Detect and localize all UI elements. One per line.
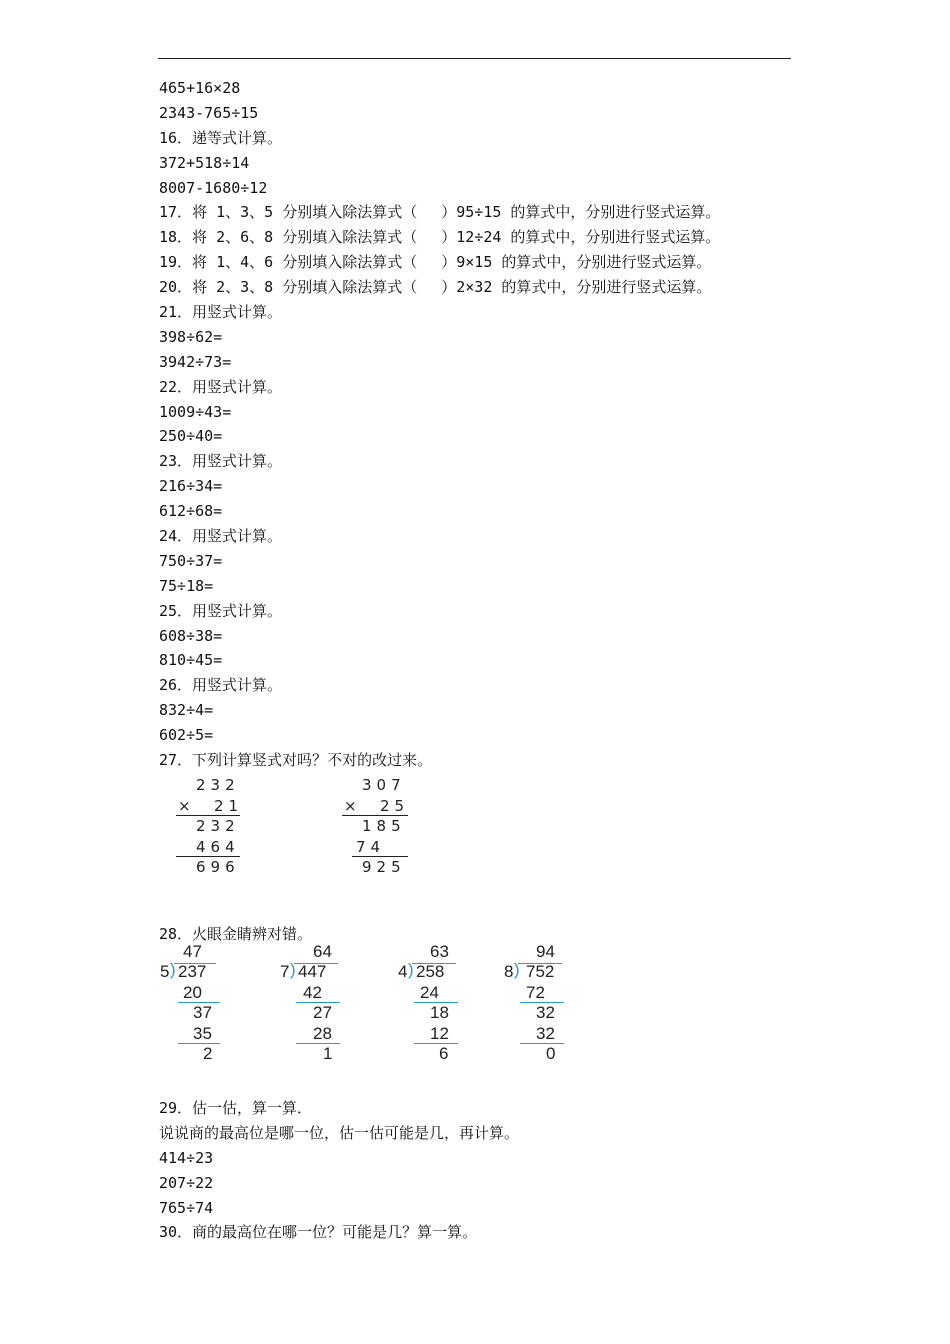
multiplicand: 307: [362, 776, 406, 794]
rule: [176, 856, 240, 857]
times-sign: ×: [344, 797, 362, 815]
division-bracket: ): [408, 960, 414, 979]
text-line: 372+518÷14: [159, 153, 250, 172]
text-line: 3942÷73=: [159, 352, 232, 371]
multiplier: 25: [380, 797, 410, 815]
text-line: 414÷23: [159, 1148, 214, 1167]
text-line: 207÷22: [159, 1173, 214, 1192]
text-line: 20．将 2、3、8 分别填入除法算式（ ）2×32 的算式中，分别进行竖式运算。: [159, 278, 712, 297]
text-line: 22．用竖式计算。: [159, 377, 283, 396]
remainder: 6: [439, 1044, 449, 1063]
subtrahend-2: 28: [313, 1024, 332, 1043]
division-figure-1: [158, 942, 228, 1067]
dividend: 237: [178, 962, 207, 981]
text-line: 24．用竖式计算。: [159, 527, 283, 546]
dividend: 447: [298, 962, 327, 981]
divisor: 7: [280, 962, 290, 981]
text-line: 398÷62=: [159, 327, 223, 346]
question-list-tail: [159, 1096, 799, 1245]
text-line: 21．用竖式计算。: [159, 303, 283, 322]
subtrahend-2: 32: [536, 1024, 555, 1043]
dividend: 752: [526, 962, 555, 981]
text-line: 832÷4=: [159, 701, 214, 720]
text-line: 16．递等式计算。: [159, 128, 283, 147]
text-line: 765÷74: [159, 1198, 214, 1217]
text-line: 19．将 1、4、6 分别填入除法算式（ ）9×15 的算式中，分别进行竖式运算。: [159, 253, 712, 272]
text-line: 612÷68=: [159, 502, 223, 521]
text-line: 250÷40=: [159, 427, 223, 446]
subtrahend-1: 24: [420, 983, 439, 1002]
remainder: 0: [546, 1044, 556, 1063]
text-line: 2343-765÷15: [159, 103, 259, 122]
rule: [178, 1043, 220, 1044]
rule: [414, 1043, 458, 1044]
subtrahend-1: 42: [303, 983, 322, 1002]
question-28-title: 28．火眼金睛辨对错。: [159, 925, 313, 943]
division-figure-2: [278, 942, 348, 1067]
division-bracket: ): [514, 960, 520, 979]
text-line: 18．将 2、6、8 分别填入除法算式（ ）12÷24 的算式中，分别进行竖式运算。: [159, 228, 721, 247]
multiplication-figure-1: [176, 776, 246, 876]
partial-product-1: 232: [196, 817, 240, 835]
text-line: 说说商的最高位是哪一位，估一估可能是几，再计算。: [159, 1123, 520, 1142]
partial-product-2: 74: [356, 838, 386, 856]
text-line: 810÷45=: [159, 651, 223, 670]
dividend: 258: [416, 962, 445, 981]
product: 925: [362, 858, 406, 876]
rule: [352, 856, 408, 857]
quotient: 47: [183, 942, 202, 961]
text-line: 29．估一估，算一算．: [159, 1099, 313, 1117]
divisor: 8: [504, 962, 514, 981]
rule: [520, 1043, 564, 1044]
division-figure-3: [396, 942, 466, 1067]
division-bracket: ): [170, 960, 176, 979]
remainder-1: 18: [430, 1003, 449, 1022]
division-figure-4: [502, 942, 572, 1067]
division-bracket: ): [290, 960, 296, 979]
quotient: 63: [430, 942, 449, 961]
text-line: 465+16×28: [159, 79, 241, 97]
remainder-1: 27: [313, 1003, 332, 1022]
text-line: 1009÷43=: [159, 402, 232, 421]
partial-product-2: 464: [196, 838, 240, 856]
multiplier: 21: [214, 797, 244, 815]
subtrahend-2: 35: [193, 1024, 212, 1043]
quotient: 94: [536, 942, 555, 961]
text-line: 26．用竖式计算。: [159, 676, 283, 695]
text-line: 25．用竖式计算。: [159, 601, 283, 620]
rule: [296, 1043, 340, 1044]
subtrahend-1: 20: [183, 983, 202, 1002]
remainder: 1: [323, 1044, 333, 1063]
partial-product-1: 185: [362, 817, 406, 835]
multiplication-figure-2: [342, 776, 414, 876]
times-sign: ×: [178, 797, 196, 815]
text-line: 602÷5=: [159, 726, 214, 745]
header-rule: [158, 58, 791, 59]
text-line: 8007-1680÷12: [159, 178, 268, 197]
text-line: 30．商的最高位在哪一位？可能是几？算一算。: [159, 1223, 478, 1242]
subtrahend-1: 72: [526, 983, 545, 1002]
rule: [342, 815, 408, 816]
text-line: 608÷38=: [159, 626, 223, 645]
text-line: 750÷37=: [159, 551, 223, 570]
divisor: 5: [160, 962, 170, 981]
question-list: [159, 76, 799, 773]
quotient: 64: [313, 942, 332, 961]
text-line: 23．用竖式计算。: [159, 452, 283, 471]
multiplicand: 232: [196, 776, 240, 794]
rule: [176, 815, 240, 816]
text-line: 17．将 1、3、5 分别填入除法算式（ ）95÷15 的算式中，分别进行竖式运算。: [159, 203, 721, 222]
remainder-1: 37: [193, 1003, 212, 1022]
text-line: 216÷34=: [159, 477, 223, 496]
text-line: 27．下列计算竖式对吗？不对的改过来。: [159, 751, 433, 770]
remainder: 2: [203, 1044, 213, 1063]
divisor: 4: [398, 962, 408, 981]
text-line: 75÷18=: [159, 576, 214, 595]
subtrahend-2: 12: [430, 1024, 449, 1043]
product: 696: [196, 858, 240, 876]
remainder-1: 32: [536, 1003, 555, 1022]
